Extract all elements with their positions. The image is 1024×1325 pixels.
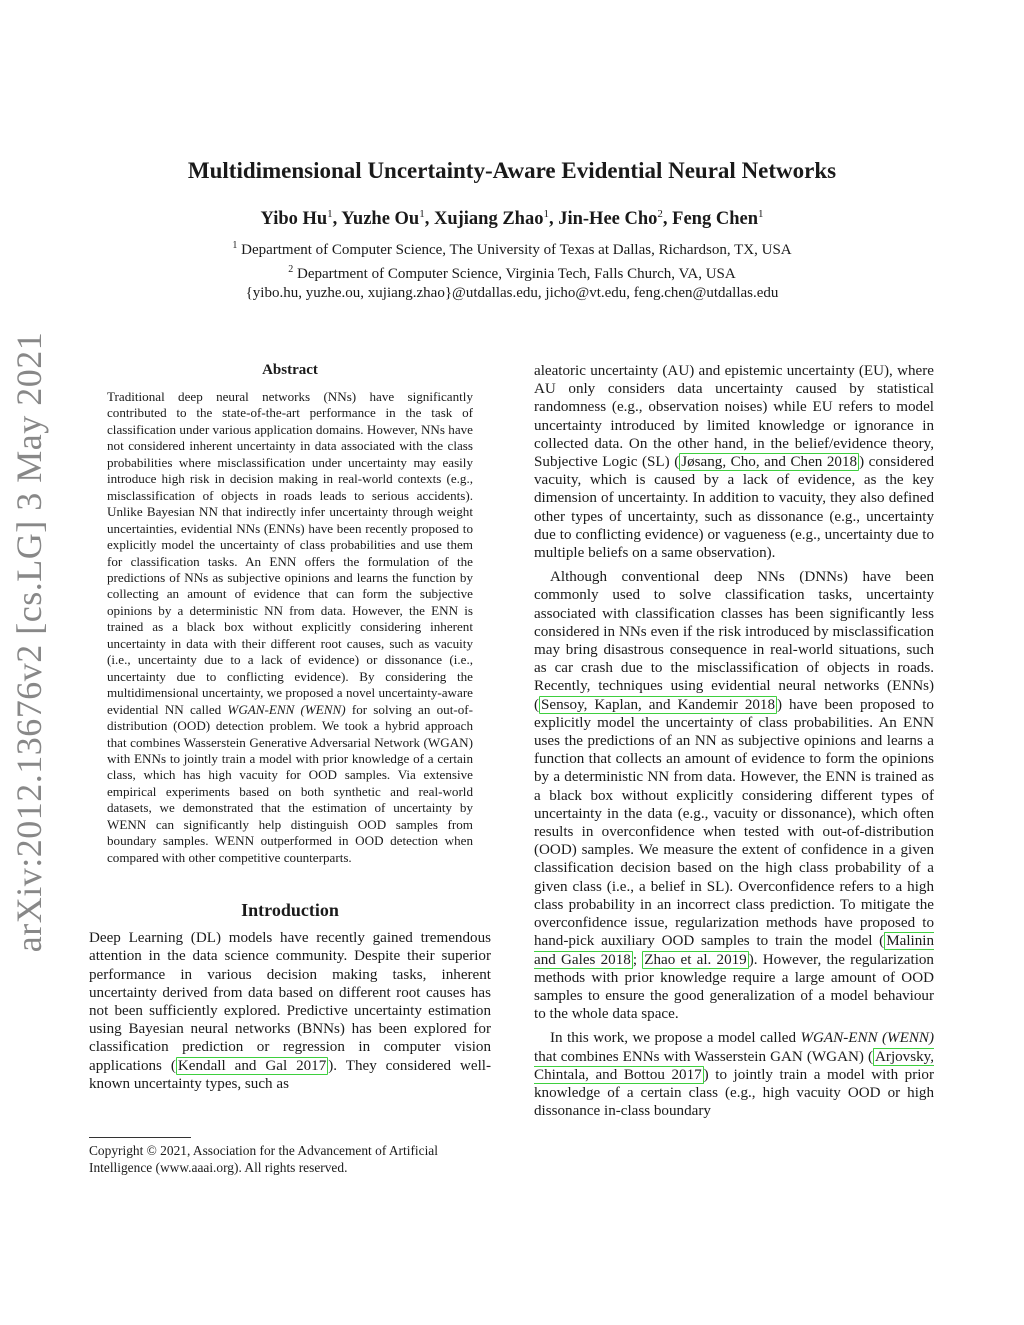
author-affil-mark: 1 xyxy=(327,208,333,220)
affiliation xyxy=(0,260,1024,284)
citation-link[interactable]: Malinin and Gales 2018 xyxy=(534,933,934,968)
body-paragraph xyxy=(534,1029,934,1120)
arxiv-stamp-text: arXiv:2012.13676v2 [cs.LG] 3 May 2021 xyxy=(9,331,50,953)
paragraph-text: ). However, the regularization methods with prior knowledge require a large amount of OOD samples to ensure the good generalization of a model behaviour to the whole data space. xyxy=(534,951,934,1023)
abstract-text: Traditional deep neural networks (NNs) have significantly contributed to the state-of-the-art performance in the task of classification under various application domains. However, NNs have not considered inherent uncertainty in data associated with the class probabilities where misclassification under uncertainty may easily introduce high risk in decision making in real-world contexts (e.g., misclassification of objects in roads leads to serious accidents). Unlike Bayesian NN that indirectly infer uncertainty through weight uncertainties, evidential NNs (ENNs) have been recently proposed to explicitly model the uncertainty of class probabilities and use them for classification tasks. An ENN offers the formulation of the predictions of NNs as subjective opinions and learns the function by collecting an amount of evidence that can form the subjective opinions by a deterministic NN from data. However, the ENN is trained as a black box without explicitly considering inherent uncertainty in data with their different root causes, such as vacuity (i.e., uncertainty due to a lack of evidence) or dissonance (i.e., uncertainty due to conflicting evidence). By considering the multidimensional uncertainty, we proposed a novel uncertainty-aware evidential NN called xyxy=(107,389,473,717)
author-name: Yuzhe Ou xyxy=(341,209,420,230)
citation-link[interactable]: Arjovsky, Chintala, and Bottou 2017 xyxy=(534,1048,934,1083)
citation-separator: ; xyxy=(632,951,643,968)
citation-link[interactable]: Kendall and Gal 2017 xyxy=(177,1057,327,1074)
body-paragraph xyxy=(534,362,934,562)
affiliation-mark: 1 xyxy=(232,240,238,251)
author-name: Xujiang Zhao xyxy=(433,209,544,230)
paragraph-text: ) have been proposed to explicitly model the uncertainty of class probabilities. An ENN uses the predictions of an NN as subjective opinions and learns a function that collects an amount of evidence to form the opinions by a deterministic NN from data. However, the ENN is trained as a black box without explicitly considering different types of uncertainty in the data (e.g., vacuity or dissonance), which often results in overconfidence when tested with out-of-distribution (OOD) samples. We measure the extent of confidence in a given classification decision based on the high class probability of a given class (i.e., a belief in SL). Overconfidence refers to a high class probability in an incorrect class prediction. To mitigate the overconfidence issue, regularization methods have proposed to hand-pick auxiliary OOD samples to train the model ( xyxy=(534,696,934,950)
paragraph-text: ) considered vacuity, which is caused by a lack of evidence, as the key dimension of uncertainty. In addition to vacuity, they also defined other types of uncertainty, such as dissonance (e.g., uncertainty due to conflicting evidence) or vagueness (e.g., uncertainty due to multiple beliefs on a same observation). xyxy=(534,454,935,562)
copyright-footnote: Copyright © 2021, Association for the Advancement of Artificial Intelligence (www.aaai.org). All rights reserved. xyxy=(89,1143,438,1175)
paragraph-text: In this work, we propose a model called xyxy=(550,1030,801,1047)
author-affil-mark: 1 xyxy=(757,208,764,220)
affiliation-mark: 2 xyxy=(288,264,294,275)
abstract-body xyxy=(107,389,473,866)
footnote-divider xyxy=(89,1137,191,1138)
right-column xyxy=(534,362,934,1120)
paragraph-text: ). They considered well-known uncertainty types, such as xyxy=(89,1057,492,1092)
arxiv-stamp xyxy=(5,331,53,953)
affiliations xyxy=(0,236,1024,303)
body-paragraph xyxy=(534,568,934,1023)
paragraph-text: ) to jointly train a model with prior knowledge of a certain class (e.g., high vacuity OOD or high dissonance in-class boundary xyxy=(534,1066,935,1120)
abstract-heading: Abstract xyxy=(262,362,318,378)
abstract-text: for solving an out-of-distribution (OOD) detection problem. We took a hybrid approach that combines Wasserstein Generative Adversarial Network (WGAN) with ENNs to jointly train a model with prior knowledge of a certain class, which has high vacuity for OOD samples. Via extensive empirical experiments based on both synthetic and real-world datasets, we demonstrated that the estimation of uncertainty by WENN can significantly help distinguish OOD samples from boundary samples. WENN outperformed in OOD detection when compared with other competitive counterparts. xyxy=(107,701,473,865)
left-column xyxy=(89,362,491,1093)
author-affil-mark: 1 xyxy=(419,208,425,220)
model-name-italic: WGAN-ENN (WENN) xyxy=(800,1030,934,1047)
paragraph-text: that combines ENNs with Wasserstein GAN (WGAN) ( xyxy=(534,1048,874,1065)
author-affil-mark: 2 xyxy=(657,208,663,220)
citation-link[interactable]: Sensoy, Kaplan, and Kandemir 2018 xyxy=(541,696,776,713)
paragraph-text: Deep Learning (DL) models have recently gained tremendous attention in the data science community. Despite their superior performance in various decision making tasks, inherent uncertainty derived from data based on different root causes has not been sufficiently explored. Predictive uncertainty estimation using Bayesian neural networks (BNNs) has been explored for classification prediction or regression in computer vision applications ( xyxy=(89,930,491,1074)
author-affil-mark: 1 xyxy=(543,208,549,220)
model-name-italic: WGAN-ENN (WENN) xyxy=(227,701,346,717)
author-emails: {yibo.hu, yuzhe.ou, xujiang.zhao}@utdallas.edu, jicho@vt.edu, feng.chen@utdallas.edu xyxy=(245,285,779,301)
paragraph-text: aleatoric uncertainty (AU) and epistemic uncertainty (EU), where AU only considers data uncertainty caused by statistical randomness (e.g., observation noises) while EU refers to model uncertainty introduced by limited knowledge or ignorance in collected data. On the other hand, in the belief/evidence theory, Subjective Logic (SL) ( xyxy=(534,363,934,471)
author-name: Jin-Hee Cho xyxy=(558,209,658,230)
section-heading-introduction: Introduction xyxy=(241,900,339,921)
paper-title: Multidimensional Uncertainty-Aware Evidential Neural Networks xyxy=(187,158,837,183)
affiliation xyxy=(0,236,1024,260)
intro-paragraph xyxy=(89,929,491,1093)
citation-link[interactable]: Zhao et al. 2019 xyxy=(644,951,747,968)
affiliation-text: Department of Computer Science, The University of Texas at Dallas, Richardson, TX, USA xyxy=(241,242,792,258)
author-list: Yibo Hu$^1$, Yuzhe Ou$^1$, Xujiang Zhao$^1$, Jin-Hee Cho$^2$, Feng Chen$^1$ xyxy=(260,208,764,230)
paragraph-text: Although conventional deep NNs (DNNs) have been commonly used to solve classification tasks, uncertainty associated with classification classes has been significantly less considered in NNs even if the risk introduced by misclassification may bring disastrous consequence in real-world situations, such as car crash due to the misclassification of objects in roads. Recently, techniques using evidential neural networks (ENNs) ( xyxy=(534,569,934,713)
author-name: Feng Chen xyxy=(672,209,758,230)
author-name: Yibo Hu xyxy=(260,209,328,230)
affiliation-text: Department of Computer Science, Virginia Tech, Falls Church, VA, USA xyxy=(297,266,736,282)
citation-link[interactable]: Jøsang, Cho, and Chen 2018 xyxy=(681,454,858,471)
